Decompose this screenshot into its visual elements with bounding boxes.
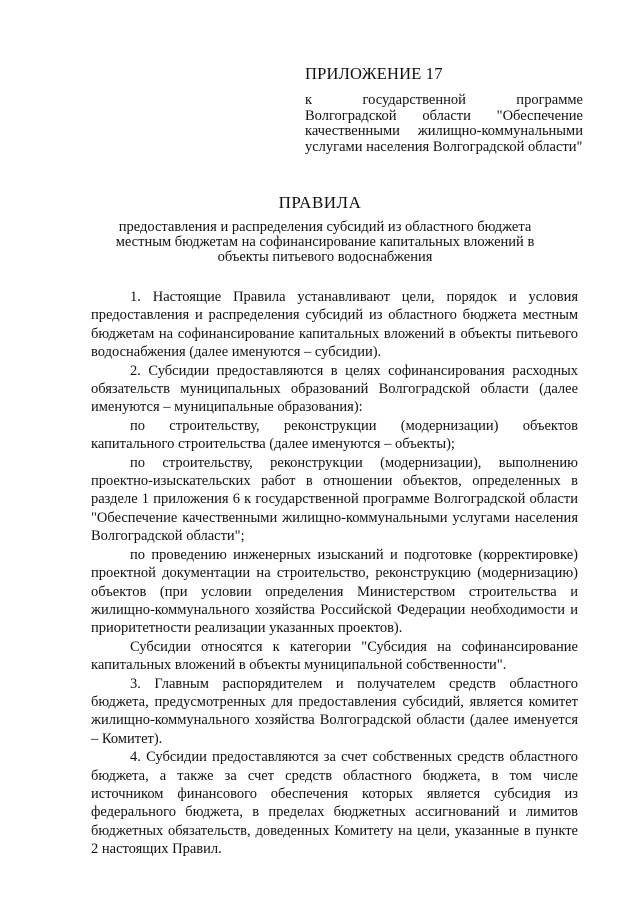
appendix-subtitle: к государственной программе Волгоградской области "Обеспечение качественными жилищно-коммунальными услугами населения Волгоградской области"	[305, 92, 583, 155]
paragraph-1: 1. Настоящие Правила устанавливают цели, порядок и условия предоставления и распределения субсидий из областного бюджета местным бюджетам на софинансирование капитальных вложений в объекты питьевого водоснабжения (далее именуются – субсидии).	[91, 289, 578, 361]
paragraph-2-item-2: по строительству, реконструкции (модернизации), выполнению проектно-изыскательских работ в отношении объектов, определенных в разделе 1 приложения 6 к государственной программе Волгоградской области "Обеспечение качественными жилищно-коммунальными услугами населения Волгоградской области";	[91, 454, 578, 545]
paragraph-3: 3. Главным распорядителем и получателем средств областного бюджета, предусмотренных для предоставления субсидий, является комитет жилищно-коммунального хозяйства Волгоградской области (далее именуется – Комитет).	[91, 675, 578, 747]
paragraph-2-item-3: по проведению инженерных изысканий и подготовке (корректировке) проектной документации на строительство, реконструкцию (модернизацию) объектов (при условии определения Министерством строительства и жилищно-коммунального хозяйства Российской Федерации необходимости и приоритетности реализации указанных проектов).	[91, 546, 578, 637]
rules-subtitle: предоставления и распределения субсидий из областного бюджета местным бюджетам на софинансирование капитальных вложений в объекты питьевого водоснабжения	[115, 219, 535, 265]
paragraph-2-category: Субсидии относятся к категории "Субсидия на софинансирование капитальных вложений в объекты муниципальной собственности".	[91, 638, 578, 674]
paragraph-4: 4. Субсидии предоставляются за счет собственных средств областного бюджета, а также за счет средств областного бюджета, в том числе источником финансового обеспечения которых является субсидия из федерального бюджета, в пределах бюджетных ассигнований и лимитов бюджетных обязательств, доведенных Комитету на цели, указанные в пункте 2 настоящих Правил.	[91, 749, 578, 858]
appendix-title: ПРИЛОЖЕНИЕ 17	[305, 64, 443, 83]
paragraph-2: 2. Субсидии предоставляются в целях софинансирования расходных обязательств муниципальных образований Волгоградской области (далее именуются – муниципальные образования):	[91, 362, 578, 416]
document-body	[91, 288, 578, 859]
paragraph-2-item-1: по строительству, реконструкции (модернизации) объектов капитального строительства (далее именуются – объекты);	[91, 417, 578, 453]
rules-title: ПРАВИЛА	[278, 193, 362, 212]
